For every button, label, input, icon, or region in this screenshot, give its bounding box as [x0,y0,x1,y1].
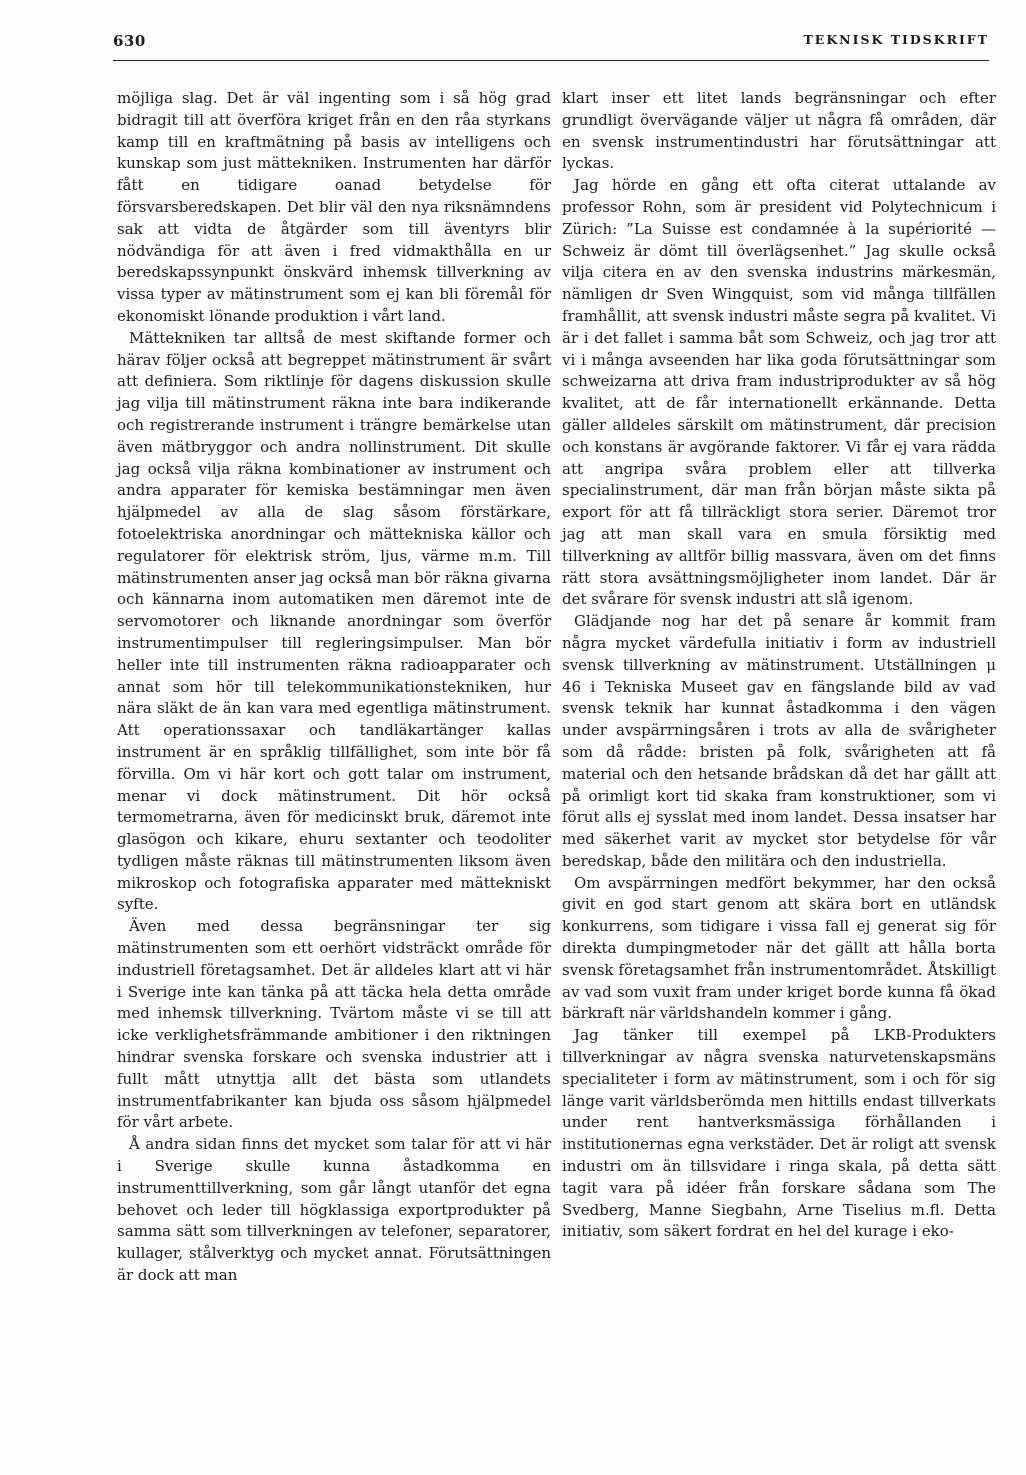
paragraph: klart inser ett litet lands begränsningar och efter grundligt övervägande väljer ut några få områden, där en svensk instrumentindustri har förutsättningar att lyckas. [562,89,996,173]
paragraph: Om avspärrningen medfört bekymmer, har den också givit en god start genom att skära bort en utländsk konkurrens, som tidigare i vissa fall ej generat sig för direkta dumpingmetoder när det gällt att hålla borta svensk företagsamhet från instrumentområdet. Åtskilligt av vad som vuxit fram under kriget borde kunna få ökad bärkraft när världshandeln kommer i gång. [562,873,996,1023]
journal-title: TEKNISK TIDSKRIFT [803,32,989,47]
paragraph: Glädjande nog har det på senare år kommit fram några mycket värdefulla initiativ i form av industriell svensk tillverkning av mätinstrument. Utställningen μ 46 i Tekniska Museet gav en fängslande bild av vad svensk teknik har kunnat åstadkomma i den vägen under avspärrningsåren i trots av alla de svårigheter som då rådde: bristen på folk, svårigheten att få material och den hetsande brådskan då det har gällt att på orimligt kort tid skaka fram konstruktioner, som vi förut alls ej sysslat med inom landet. Dessa insatser har med säkerhet varit av mycket stor betydelse för vår beredskap, både den militära och den industriella. [562,612,996,870]
paragraph: Å andra sidan finns det mycket som talar för att vi här i Sverige skulle kunna åstadkomma en instrumenttillverkning, som går långt utanför det egna behovet och leder till högklassiga exportprodukter på samma sätt som tillverkningen av telefoner, separatorer, kullager, stålverktyg och mycket annat. Förutsättningen är dock att man [117,1135,551,1285]
paragraph: möjliga slag. Det är väl ingenting som i så hög grad bidragit till att överföra kriget från en den råa styrkans kamp till en kraftmätning på basis av intelligens och kunskap som just mättekniken. Instrumenten har därför fått en tidigare oanad betydelse för försvarsberedskapen. Det blir väl den nya riksnämndens sak att vidta de åtgärder som till äventyrs blir nödvändiga för att även i fred vidmakthålla en ur beredskapssynpunkt önskvärd inhemsk tillverkning av vissa typer av mätinstrument som ej kan bli föremål för ekonomiskt lönande produktion i vårt land. [117,89,551,325]
right-column [562,88,996,1243]
header-rule [113,60,989,61]
paragraph: Jag hörde en gång ett ofta citerat uttalande av professor Rohn, som är president vid Polytechnicum i Zürich: ”La Suisse est condamnée à la supériorité — Schweiz är dömt till överlägsenhet.” Jag skulle också vilja citera en av den svenska industrins märkesmän, nämligen dr Sven Wingquist, som vid många tillfällen framhållit, att svensk industri måste segra på kvalitet. Vi är i det fallet i samma båt som Schweiz, och jag tror att vi i många avseenden har lika goda förutsättningar som schweizarna att driva fram industriprodukter av så hög kvalitet, att de får internationellt erkännande. Detta gäller alldeles särskilt om mätinstrument, där precision och konstans är avgörande faktorer. Vi får ej vara rädda att angripa svåra problem eller att tillverka specialinstrument, där man från början måste sikta på export för att få tillräckligt stora serier. Däremot tror jag att man skall vara en smula försiktig med tillverkning av alltför billig massvara, även om det finns rätt stora avsättningsmöjligheter inom landet. Där är det svårare för svensk industri att slå igenom. [562,176,996,609]
paragraph: Även med dessa begränsningar ter sig mätinstrumenten som ett oerhört vidsträckt område för industriell företagsamhet. Det är alldeles klart att vi här i Sverige inte kan tänka på att täcka hela detta område med inhemsk tillverkning. Tvärtom måste vi se till att icke verklighetsfrämmande ambitioner i den riktningen hindrar svenska forskare och svenska industrier att i fullt mått utnyttja allt det bästa som utlandets instrumentfabrikanter kan bjuda oss såsom hjälpmedel för vårt arbete. [117,917,551,1132]
page-header [113,32,989,52]
paragraph: Jag tänker till exempel på LKB-Produkters tillverkningar av några svenska naturvetenskapsmäns specialiteter i form av mätinstrument, som i och för sig länge varit världsberömda men hittills endast tillverkats under rent hantverksmässiga förhållanden i institutionernas egna verkstäder. Det är roligt att svensk industri om än tillsvidare i ringa skala, på detta sätt tagit vara på idéer från forskare sådana som The Svedberg, Manne Siegbahn, Arne Tiselius m.fl. Detta initiativ, som säkert fordrat en hel del kurage i eko- [562,1026,996,1241]
left-column [117,88,551,1287]
paragraph: Mättekniken tar alltså de mest skiftande former och härav följer också att begreppet mätinstrument är svårt att definiera. Som riktlinje för dagens diskussion skulle jag vilja till mätinstrument räkna inte bara indikerande och registrerande instrument i trängre bemärkelse utan även mätbryggor och andra nollinstrument. Dit skulle jag också vilja räkna kombinationer av instrument och andra apparater för kemiska bestämningar men även hjälpmedel av alla de slag såsom förstärkare, fotoelektriska anordningar och mättekniska källor och regulatorer för elektrisk ström, ljus, värme m.m. Till mätinstrumenten anser jag också man bör räkna givarna och kännarna inom automatiken men däremot inte de servomotorer och liknande anordningar som överför instrumentimpulser till regleringsimpulser. Man bör heller inte till instrumenten räkna radioapparater och annat som hör till telekommunikationstekniken, hur nära släkt de än kan vara med egentliga mätinstrument. Att operationssaxar och tandläkartänger kallas instrument är en språklig tillfällighet, som inte bör få förvilla. Om vi här kort och gott talar om instrument, menar vi dock mätinstrument. Dit hör också termometrarna, även för medicinskt bruk, däremot inte glasögon och kikare, ehuru sextanter och teodoliter tydligen måste räknas till mätinstrumenten liksom även mikroskop och fotografiska apparater med mättekniskt syfte. [117,328,551,914]
page-number: 630 [113,32,146,50]
